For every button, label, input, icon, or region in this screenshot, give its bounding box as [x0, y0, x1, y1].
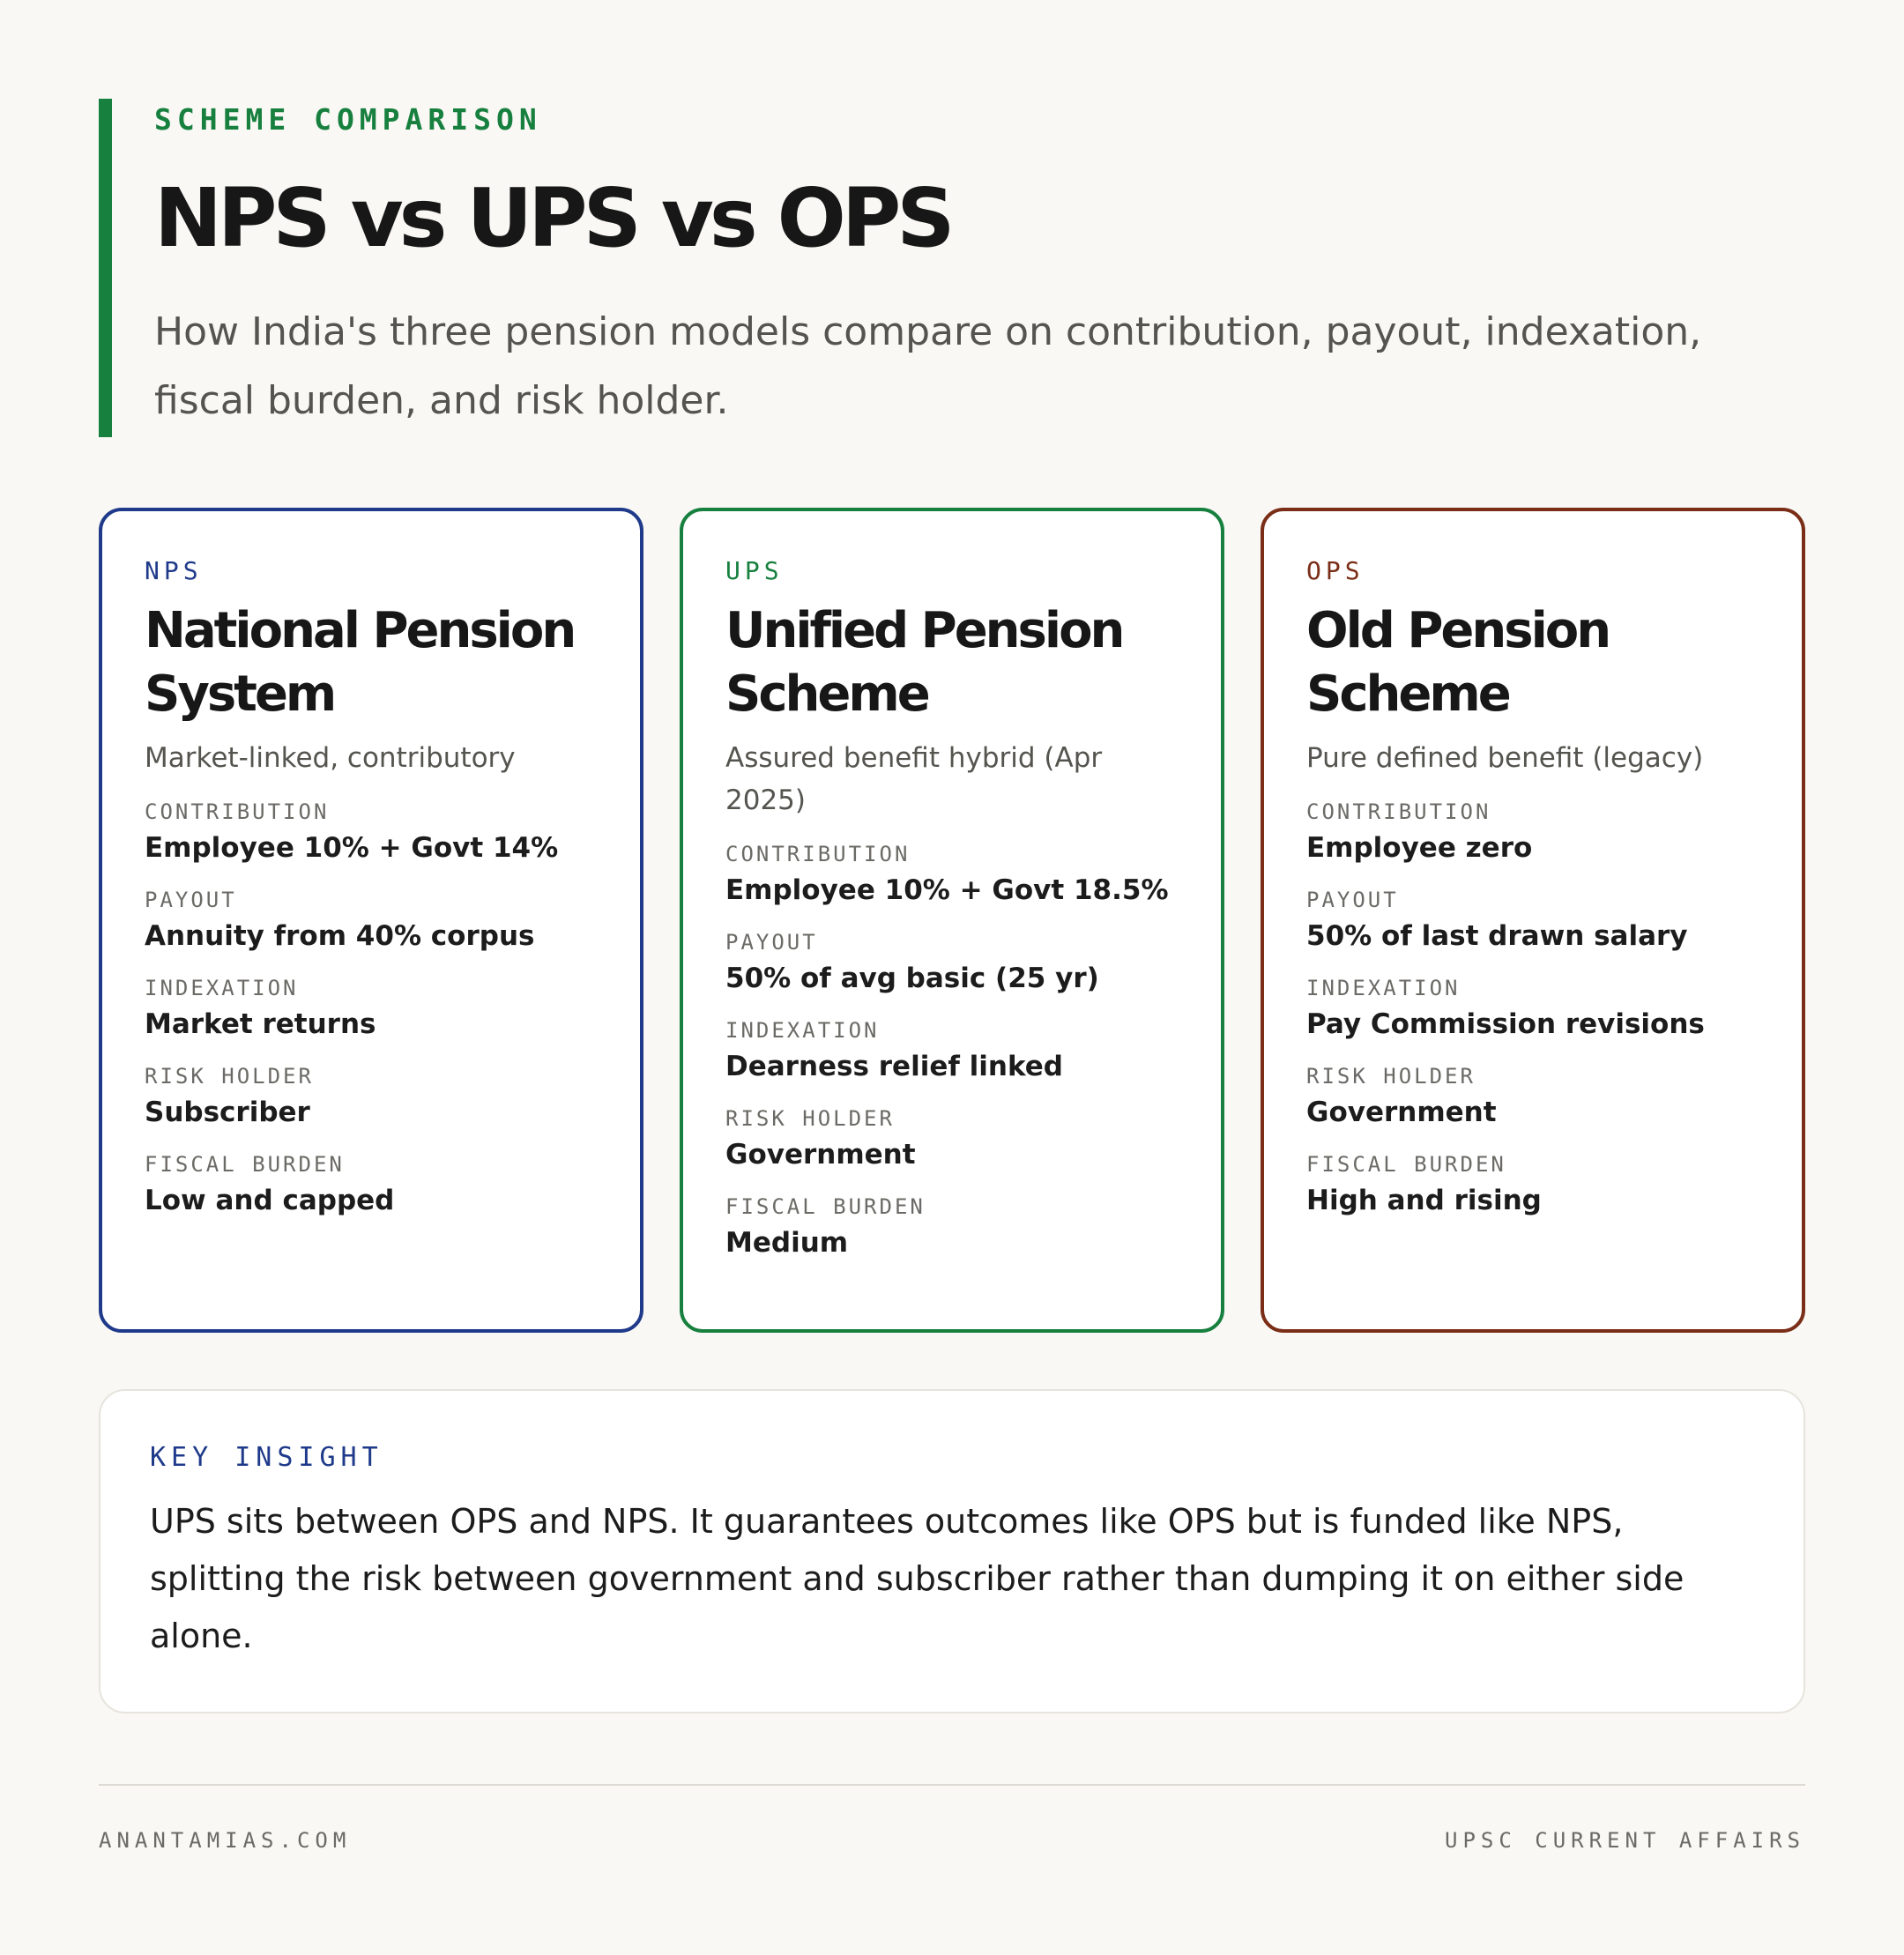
card-tagline: Market-linked, contributory: [145, 742, 516, 774]
field-value: Employee 10% + Govt 18.5%: [725, 874, 1169, 906]
card-code: NPS: [145, 556, 203, 585]
field-risk-holder: [725, 1104, 1179, 1174]
field-label: FISCAL BURDEN: [145, 1152, 345, 1177]
field-value: Government: [1306, 1096, 1497, 1128]
field-risk-holder: [145, 1061, 598, 1132]
insight-label: KEY INSIGHT: [150, 1442, 383, 1473]
field-label: INDEXATION: [725, 1018, 880, 1043]
header: [99, 99, 1805, 437]
field-value: Employee 10% + Govt 14%: [145, 832, 559, 864]
field-label: INDEXATION: [1306, 976, 1461, 1000]
scheme-cards: [99, 508, 1805, 1333]
field-label: PAYOUT: [1306, 888, 1399, 912]
field-payout: [725, 927, 1179, 998]
page-subtitle: How India's three pension models compare on contribution, payout, indexation, fiscal burden, and risk holder.: [154, 309, 1702, 423]
card-ops: [1261, 508, 1805, 1333]
card-tagline: Pure defined benefit (legacy): [1306, 742, 1704, 774]
card-title: Old Pension Scheme: [1306, 602, 1610, 723]
field-value: 50% of last drawn salary: [1306, 920, 1688, 952]
eyebrow-label: SCHEME COMPARISON: [154, 102, 542, 137]
footer-site: ANANTAMIAS.COM: [99, 1828, 352, 1853]
field-label: RISK HOLDER: [725, 1106, 895, 1131]
field-contribution: [725, 839, 1179, 910]
card-title: National Pension System: [145, 602, 575, 723]
field-risk-holder: [1306, 1061, 1759, 1132]
field-indexation: [725, 1015, 1179, 1086]
card-ups: [680, 508, 1224, 1333]
field-label: CONTRIBUTION: [1306, 799, 1491, 824]
field-value: Dearness relief linked: [725, 1051, 1063, 1082]
field-fiscal-burden: [725, 1192, 1179, 1262]
field-label: FISCAL BURDEN: [1306, 1152, 1506, 1177]
field-value: Medium: [725, 1227, 849, 1259]
insight-text: UPS sits between OPS and NPS. It guarantees outcomes like OPS but is funded like NPS, splitting the risk between government and subscriber rather than dumping it on either side alone.: [150, 1502, 1685, 1655]
card-fields: [725, 839, 1179, 1262]
field-fiscal-burden: [145, 1149, 598, 1220]
field-value: Employee zero: [1306, 832, 1533, 864]
footer-divider: [99, 1784, 1805, 1786]
footer-tagline: UPSC CURRENT AFFAIRS: [1445, 1828, 1805, 1853]
field-value: High and rising: [1306, 1185, 1542, 1216]
field-value: Subscriber: [145, 1096, 310, 1128]
field-contribution: [1306, 797, 1759, 867]
field-label: CONTRIBUTION: [725, 842, 911, 866]
field-label: INDEXATION: [145, 976, 299, 1000]
field-indexation: [1306, 973, 1759, 1044]
field-fiscal-burden: [1306, 1149, 1759, 1220]
field-contribution: [145, 797, 598, 867]
key-insight-box: [99, 1389, 1805, 1713]
card-code: OPS: [1306, 556, 1365, 585]
field-value: Pay Commission revisions: [1306, 1008, 1705, 1040]
field-label: PAYOUT: [725, 930, 818, 955]
field-payout: [145, 885, 598, 955]
field-label: FISCAL BURDEN: [725, 1194, 926, 1219]
field-value: Annuity from 40% corpus: [145, 920, 535, 952]
card-tagline: Assured benefit hybrid (Apr 2025): [725, 742, 1103, 816]
card-fields: [145, 797, 598, 1220]
field-label: PAYOUT: [145, 888, 237, 912]
field-payout: [1306, 885, 1759, 955]
card-nps: [99, 508, 643, 1333]
card-title: Unified Pension Scheme: [725, 602, 1123, 723]
field-label: RISK HOLDER: [1306, 1064, 1476, 1089]
card-code: UPS: [725, 556, 784, 585]
field-value: Market returns: [145, 1008, 376, 1040]
field-label: RISK HOLDER: [145, 1064, 314, 1089]
field-value: Government: [725, 1139, 916, 1171]
card-fields: [1306, 797, 1759, 1220]
field-value: 50% of avg basic (25 yr): [725, 963, 1099, 994]
field-indexation: [145, 973, 598, 1044]
field-label: CONTRIBUTION: [145, 799, 330, 824]
field-value: Low and capped: [145, 1185, 395, 1216]
page-title: NPS vs UPS vs OPS: [154, 171, 951, 265]
